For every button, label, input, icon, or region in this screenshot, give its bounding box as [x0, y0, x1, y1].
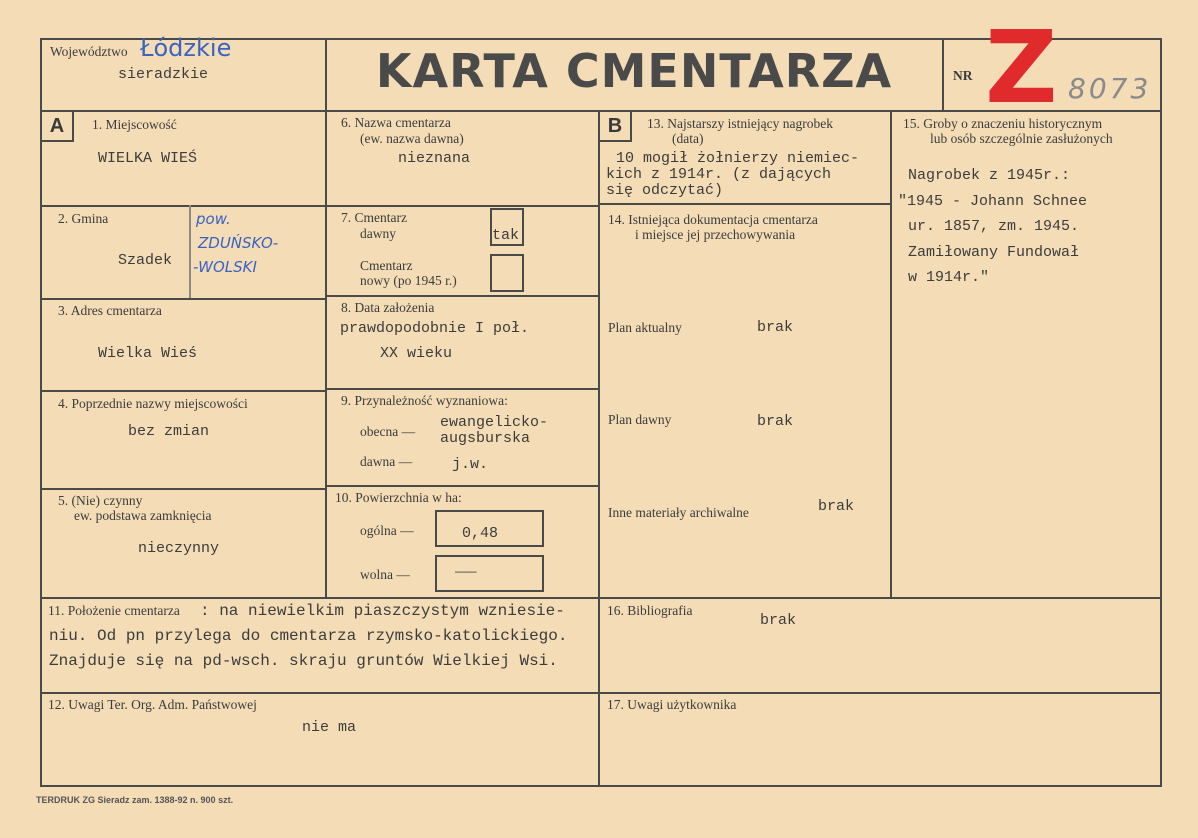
nr-letter-stamp: Z	[985, 9, 1058, 126]
field-11-line-3: Znajduje się na pd-wsch. skraju gruntów Wielkiej Wsi.	[49, 652, 558, 670]
field-9-label: 9. Przynależność wyznaniowa:	[341, 393, 508, 408]
wojewodztwo-label: Województwo	[50, 44, 128, 59]
wojewodztwo-value: sieradzkie	[118, 66, 209, 83]
ogolna-label: ogólna —	[360, 523, 414, 538]
field-7-label: 7. Cmentarz	[341, 210, 407, 225]
field-15-sublabel: lub osób szczególnie zasłużonych	[930, 131, 1113, 146]
field-7-nowy-label: Cmentarz	[360, 258, 413, 273]
field-2-value: Szadek	[118, 252, 173, 269]
field-5-value: nieczynny	[138, 540, 220, 557]
field-15-line-2: "1945 - Johann Schnee	[898, 193, 1088, 210]
field-13-sublabel: (data)	[672, 131, 704, 146]
field-7-dawny-label: dawny	[360, 226, 396, 241]
field-5-label: 5. (Nie) czynny	[58, 493, 143, 508]
field-2-label: 2. Gmina	[58, 211, 109, 226]
ogolna-value: 0,48	[462, 525, 499, 542]
plan-dawny-label: Plan dawny	[608, 412, 672, 427]
field-7-nowy-sublabel: nowy (po 1945 r.)	[360, 273, 457, 288]
field-15-label: 15. Groby o znaczeniu historycznym	[903, 116, 1103, 131]
printer-footer: TERDRUK ZG Sieradz zam. 1388-92 n. 900 szt.	[36, 795, 234, 805]
field-13-line-2: kich z 1914r. (z dających	[606, 166, 832, 183]
field-5-sublabel: ew. podstawa zamknięcia	[74, 508, 212, 523]
field-15-line-3: ur. 1857, zm. 1945.	[908, 218, 1080, 235]
wojewodztwo-handwritten: Łódzkie	[140, 34, 232, 62]
field-13-line-3: się odczytać)	[606, 182, 724, 199]
field-4-label: 4. Poprzednie nazwy miejscowości	[58, 396, 248, 411]
dawna-label: dawna —	[360, 454, 413, 469]
section-b-marker: B	[600, 112, 632, 142]
field-2-handwritten-3: -WOLSKI	[193, 258, 257, 276]
nr-label: NR	[953, 68, 973, 83]
obecna-label: obecna —	[360, 424, 416, 439]
field-2-handwritten-2: ZDUŃSKO-	[198, 234, 279, 252]
field-10-label: 10. Powierzchnia w ha:	[335, 490, 462, 505]
wolna-value: ———	[455, 565, 477, 579]
nowy-checkbox	[490, 254, 524, 292]
field-16-value: brak	[760, 612, 797, 629]
field-11-line-1: : na niewielkim piaszczystym wzniesie-	[200, 602, 565, 620]
plan-aktualny-value: brak	[757, 319, 794, 336]
page-title: KARTA CMENTARZA	[375, 44, 893, 98]
section-a-marker: A	[42, 112, 74, 142]
dawna-value: j.w.	[452, 456, 489, 473]
field-12-label: 12. Uwagi Ter. Org. Adm. Państwowej	[48, 697, 257, 712]
field-8-value-1: prawdopodobnie I poł.	[340, 320, 530, 337]
field-3-value: Wielka Wieś	[98, 345, 198, 362]
inne-materialy-value: brak	[818, 498, 855, 515]
obecna-value-1: ewangelicko-	[440, 414, 549, 431]
field-8-value-2: XX wieku	[380, 345, 453, 362]
field-13-label: 13. Najstarszy istniejący nagrobek	[647, 116, 833, 131]
field-17-label: 17. Uwagi użytkownika	[607, 697, 737, 712]
field-14-sublabel: i miejsce jej przechowywania	[635, 227, 796, 242]
field-11-line-2: niu. Od pn przylega do cmentarza rzymsko-katolickiego.	[49, 627, 568, 645]
plan-aktualny-label: Plan aktualny	[608, 320, 682, 335]
wolna-label: wolna —	[360, 567, 410, 582]
field-16-label: 16. Bibliografia	[607, 603, 693, 618]
dawny-value: tak	[492, 227, 520, 244]
field-14-label: 14. Istniejąca dokumentacja cmentarza	[608, 212, 818, 227]
field-1-label: 1. Miejscowość	[92, 117, 177, 132]
field-15-line-4: Zamiłowany Fundował	[908, 244, 1080, 261]
obecna-value-2: augsburska	[440, 430, 531, 447]
field-4-value: bez zmian	[128, 423, 210, 440]
nr-number: 8073	[1068, 72, 1152, 105]
field-1-value: WIELKA WIEŚ	[98, 150, 198, 167]
field-6-sublabel: (ew. nazwa dawna)	[360, 131, 464, 146]
plan-dawny-value: brak	[757, 413, 794, 430]
field-15-line-1: Nagrobek z 1945r.:	[908, 167, 1071, 184]
field-2-handwritten-1: pow.	[196, 210, 231, 228]
wolna-box	[435, 555, 544, 592]
field-6-value: nieznana	[398, 150, 471, 167]
field-15-line-5: w 1914r."	[908, 269, 990, 286]
field-6-label: 6. Nazwa cmentarza	[341, 115, 451, 130]
inne-materialy-label: Inne materiały archiwalne	[608, 505, 749, 520]
field-3-label: 3. Adres cmentarza	[58, 303, 162, 318]
field-13-line-1: 10 mogił żołnierzy niemiec-	[616, 150, 860, 167]
field-11-label: 11. Położenie cmentarza	[48, 603, 180, 618]
field-12-value: nie ma	[302, 719, 357, 736]
field-8-label: 8. Data założenia	[341, 300, 435, 315]
